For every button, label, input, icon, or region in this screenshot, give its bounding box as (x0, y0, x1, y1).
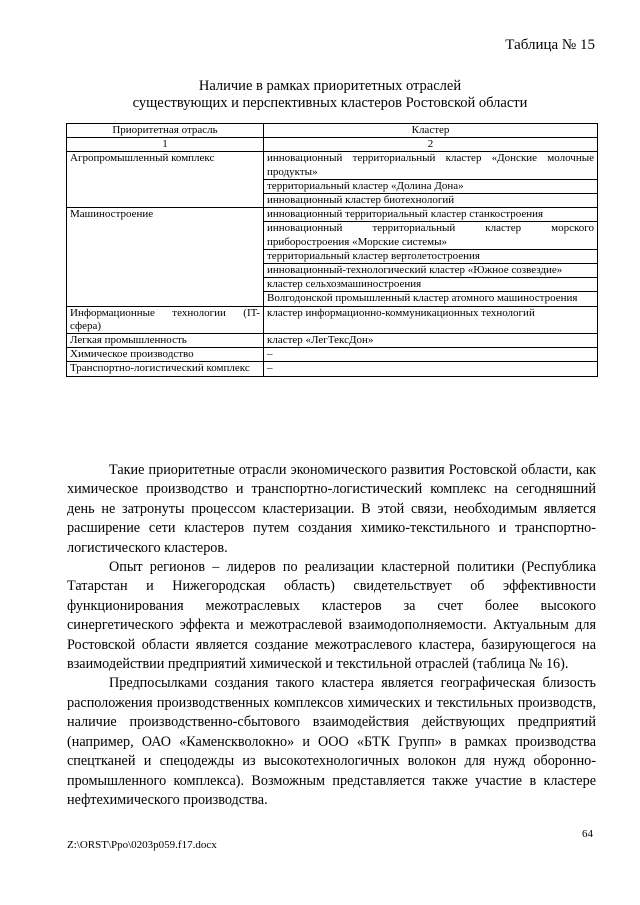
header-industry: Приоритетная отрасль (67, 124, 264, 138)
industry-cell: Агропромышленный комплекс (67, 152, 264, 208)
industry-cell: Транспортно-логистический комплекс (67, 362, 264, 376)
cluster-cell: кластер сельхозмашиностроения (264, 278, 598, 292)
cluster-cell: инновационный территориальный кластер морского приборостроения «Морские системы» (264, 222, 598, 249)
paragraph-3: Предпосылками создания такого кластера является географическая близость расположения производственных комплексов химических и текстильных производств, наличие производственно-сбытового взаимодействия действующих предприятий (например, ОАО «Каменскволокно» и ООО «БТК Групп» в рамках производства спецтканей и спецодежды из высокотехнологичных волокон для нужд оборонно-промышленного комплекса). Возможным представляется также участие в кластере нефтехимического производства. (67, 675, 596, 808)
cluster-cell: инновационный кластер биотехнологий (264, 194, 598, 208)
table-number-label: Таблица № 15 (505, 37, 595, 53)
cluster-cell: кластер информационно-коммуникационных технологий (264, 306, 598, 333)
table-row (67, 334, 598, 348)
table-caption (60, 78, 600, 112)
body-text (67, 461, 596, 810)
industry-cell: Машиностроение (67, 208, 264, 306)
table-row (67, 306, 598, 333)
cluster-cell: инновационный территориальный кластер «Донские молочные продукты» (264, 152, 598, 179)
column-number-2: 2 (264, 138, 598, 152)
cluster-cell: инновационный-технологический кластер «Южное созвездие» (264, 264, 598, 278)
table-header-row (67, 124, 598, 138)
cluster-cell: – (264, 362, 598, 376)
cluster-cell: территориальный кластер вертолетостроения (264, 249, 598, 263)
column-number-1: 1 (67, 138, 264, 152)
cluster-cell: инновационный территориальный кластер станкостроения (264, 208, 598, 222)
table-row (67, 152, 598, 179)
header-cluster: Кластер (264, 124, 598, 138)
paragraph-2: Опыт регионов – лидеров по реализации кластерной политики (Республика Татарстан и Нижегородская область) свидетельствует об эффективности функционирования межотраслевых кластеров за счет более высокого синергетического эффекта и межотраслевой взаимодополняемости. Актуальным для Ростовской области является создание межотраслевого кластера, базирующегося на взаимодействии предприятий химической и текстильной отраслей (таблица № 16). (67, 559, 596, 673)
cluster-cell: территориальный кластер «Долина Дона» (264, 179, 598, 193)
cluster-cell: Волгодонской промышленный кластер атомного машиностроения (264, 292, 598, 306)
caption-line-1: Наличие в рамках приоритетных отраслей (198, 78, 462, 94)
table-row (67, 348, 598, 362)
clusters-table (66, 123, 598, 377)
caption-line-2: существующих и перспективных кластеров Ростовской области (132, 95, 528, 111)
industry-cell: Легкая промышленность (67, 334, 264, 348)
cluster-cell: кластер «ЛегТексДон» (264, 334, 598, 348)
table-row (67, 208, 598, 222)
table-number-row (67, 138, 598, 152)
page-number: 64 (582, 828, 593, 840)
cluster-cell: – (264, 348, 598, 362)
paragraph-1: Такие приоритетные отрасли экономического развития Ростовской области, как химическое производство и транспортно-логистический комплекс на сегодняшний день не затронуты процессом кластеризации. В этой связи, необходимым является расширение сети кластеров путем создания химико-текстильного и транспортно-логистического кластеров. (67, 462, 596, 556)
file-path: Z:\ORST\Ppo\0203p059.f17.docx (67, 839, 217, 851)
industry-cell: Химическое производство (67, 348, 264, 362)
table-row (67, 362, 598, 376)
industry-cell: Информационные технологии (IT-сфера) (67, 306, 264, 333)
